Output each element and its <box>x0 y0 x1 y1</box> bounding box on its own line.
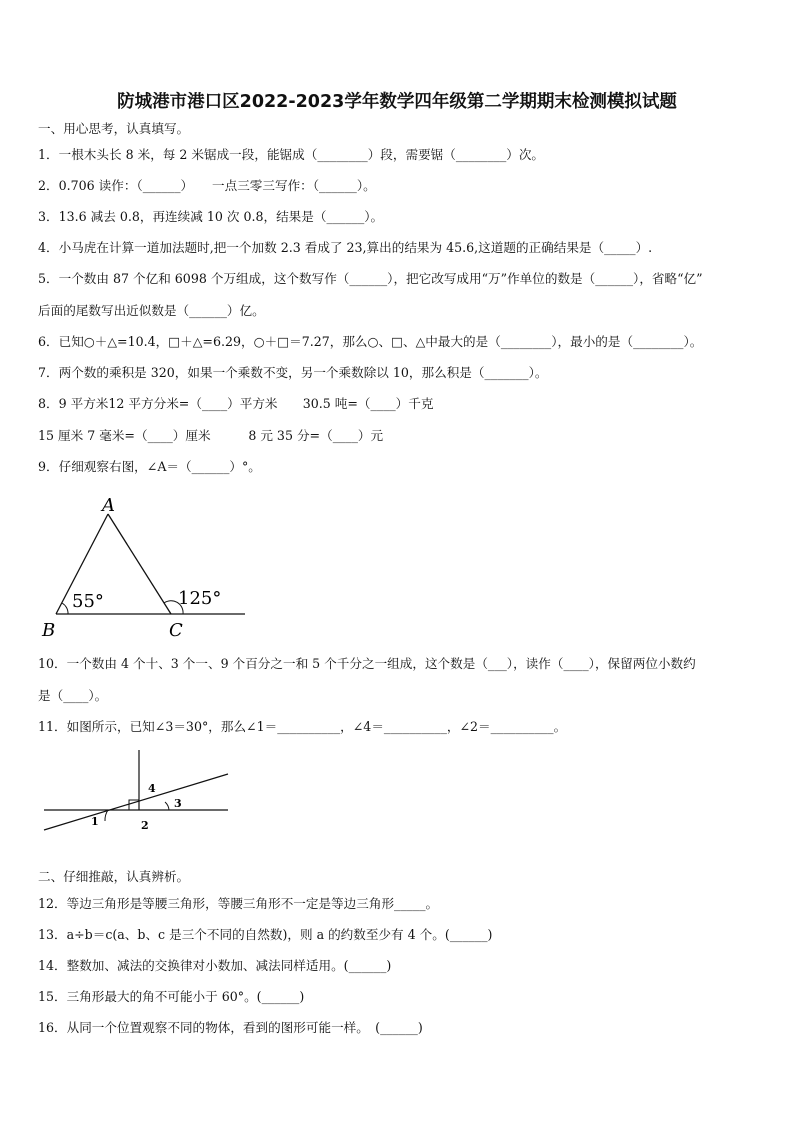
angle-b-arc <box>62 603 68 614</box>
question-16: 16．从同一个位置观察不同的物体，看到的图形可能一样。 (______) <box>38 1020 423 1035</box>
triangle-figure <box>38 490 258 645</box>
vertex-a-label: A <box>102 495 115 516</box>
slanted-line <box>44 774 228 830</box>
question-8-line-2: 15 厘米 7 毫米=（____）厘米 8 元 35 分=（____）元 <box>38 428 384 443</box>
question-11: 11．如图所示，已知∠3＝30°，那么∠1＝__________，∠4＝__________，∠2＝__________。 <box>38 719 567 734</box>
exterior-angle-label: 125° <box>178 588 222 609</box>
question-5-line-1: 5．一个数由 87 个亿和 6098 个万组成，这个数写作（______），把它改写成用“万”作单位的数是（______），省略“亿” <box>38 271 703 286</box>
side-ac <box>108 514 171 614</box>
question-4: 4．小马虎在计算一道加法题时,把一个加数 2.3 看成了 23,算出的结果为 45.6,这道题的正确结果是（_____）. <box>38 240 653 255</box>
angle-2-label: 2 <box>141 819 149 832</box>
vertex-b-label: B <box>42 620 56 641</box>
question-14: 14．整数加、减法的交换律对小数加、减法同样适用。(______) <box>38 958 392 973</box>
question-5-line-2: 后面的尾数写出近似数是（______）亿。 <box>38 303 265 318</box>
angle-lines-figure <box>38 745 238 835</box>
section-heading-judge: 二、仔细推敲，认真辨析。 <box>38 869 190 884</box>
section-heading-fill-in: 一、用心思考，认真填写。 <box>38 121 190 136</box>
angle-4-label: 4 <box>148 782 156 795</box>
question-8-line-1: 8．9 平方米12 平方分米=（____）平方米 30.5 吨=（____）千克 <box>38 396 434 411</box>
question-7: 7．两个数的乘积是 320，如果一个乘数不变，另一个乘数除以 10，那么积是（_______）。 <box>38 365 548 380</box>
question-12: 12．等边三角形是等腰三角形，等腰三角形不一定是等边三角形_____。 <box>38 896 439 911</box>
question-1: 1．一根木头长 8 米，每 2 米锯成一段，能锯成（________）段，需要锯（________）次。 <box>38 147 545 162</box>
vertex-c-label: C <box>169 620 183 641</box>
question-6: 6．已知○＋△=10.4，□＋△=6.29，○＋□＝7.27，那么○、□、△中最大的是（________），最小的是（________）。 <box>38 334 703 349</box>
question-9: 9．仔细观察右图，∠A＝（______）°。 <box>38 459 261 474</box>
question-10-line-1: 10．一个数由 4 个十、3 个一、9 个百分之一和 5 个千分之一组成，这个数是（___），读作（____），保留两位小数约 <box>38 656 696 671</box>
question-3: 3．13.6 减去 0.8，再连续减 10 次 0.8，结果是（______）。 <box>38 209 384 224</box>
question-10-line-2: 是（____）。 <box>38 688 108 703</box>
angle-1-label: 1 <box>91 815 99 828</box>
question-15: 15．三角形最大的角不可能小于 60°。(______) <box>38 989 305 1004</box>
angle-3-label: 3 <box>174 797 182 810</box>
page-title: 防城港市港口区2022-2023学年数学四年级第二学期期末检测模拟试题 <box>117 92 677 112</box>
angle-b-label: 55° <box>72 591 104 612</box>
question-2: 2．0.706 读作：（______） 一点三零三写作：（______）。 <box>38 178 376 193</box>
question-13: 13．a÷b＝c(a、b、c 是三个不同的自然数)，则 a 的约数至少有 4 个。(______) <box>38 927 493 942</box>
angle-3-arc <box>165 802 169 810</box>
